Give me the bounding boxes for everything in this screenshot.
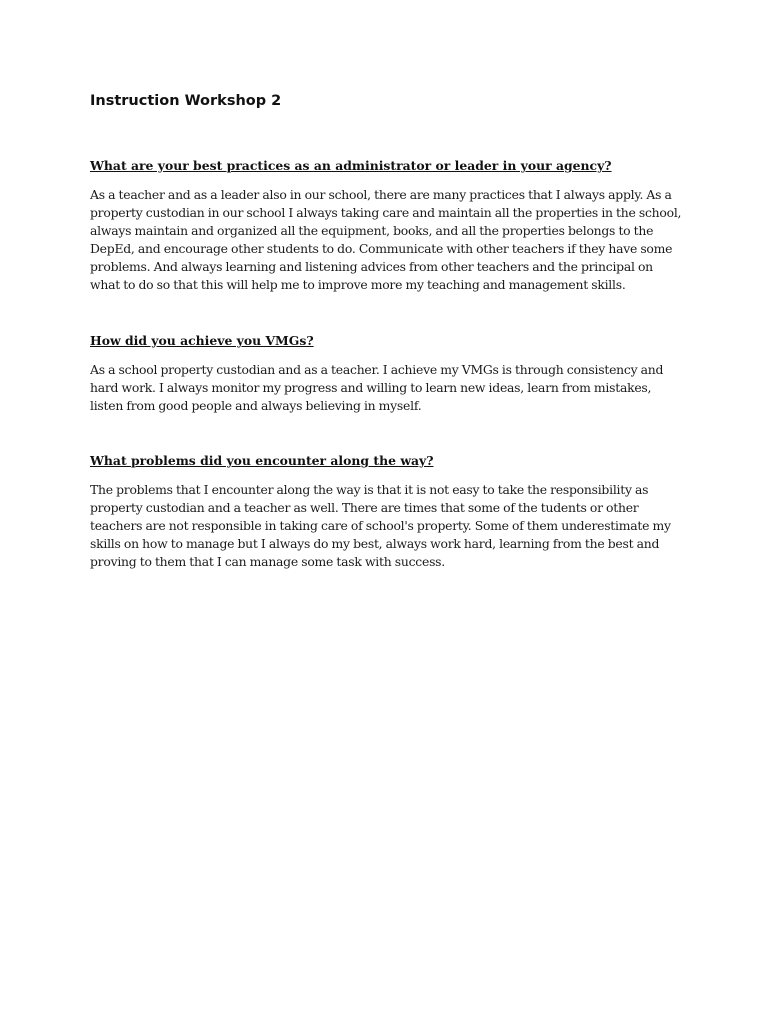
qa-section-vmgs — [90, 332, 682, 415]
qa-section-problems — [90, 452, 682, 571]
question-heading: What problems did you encounter along the way? — [90, 453, 434, 468]
answer-paragraph: The problems that I encounter along the way is that it is not easy to take the responsibility as property custodian and a teacher as well. There are times that some of the tudents or other teachers are not responsible in taking care of school's property. Some of them underestimate my skills on how to manage but I always do my best, always work hard, learning from the best and proving to them that I can manage some task with success. — [90, 482, 671, 569]
answer-paragraph: As a school property custodian and as a teacher. I achieve my VMGs is through consistency and hard work. I always monitor my progress and willing to learn new ideas, learn from mistakes, listen from good people and always believing in myself. — [90, 362, 664, 413]
answer-paragraph: As a teacher and as a leader also in our school, there are many practices that I always apply. As a property custodian in our school I always taking care and maintain all the properties in the school, always maintain and organized all the equipment, books, and all the properties belongs to the DepEd, and encourage other students to do. Communicate with other teachers if they have some problems. And always learning and listening advices from other teachers and the principal on what to do so that this will help me to improve more my teaching and management skills. — [90, 187, 682, 292]
question-heading: What are your best practices as an administrator or leader in your agency? — [90, 158, 612, 173]
document-title: Instruction Workshop 2 — [90, 93, 282, 109]
qa-section-best-practices — [90, 157, 682, 294]
question-heading: How did you achieve you VMGs? — [90, 333, 314, 348]
